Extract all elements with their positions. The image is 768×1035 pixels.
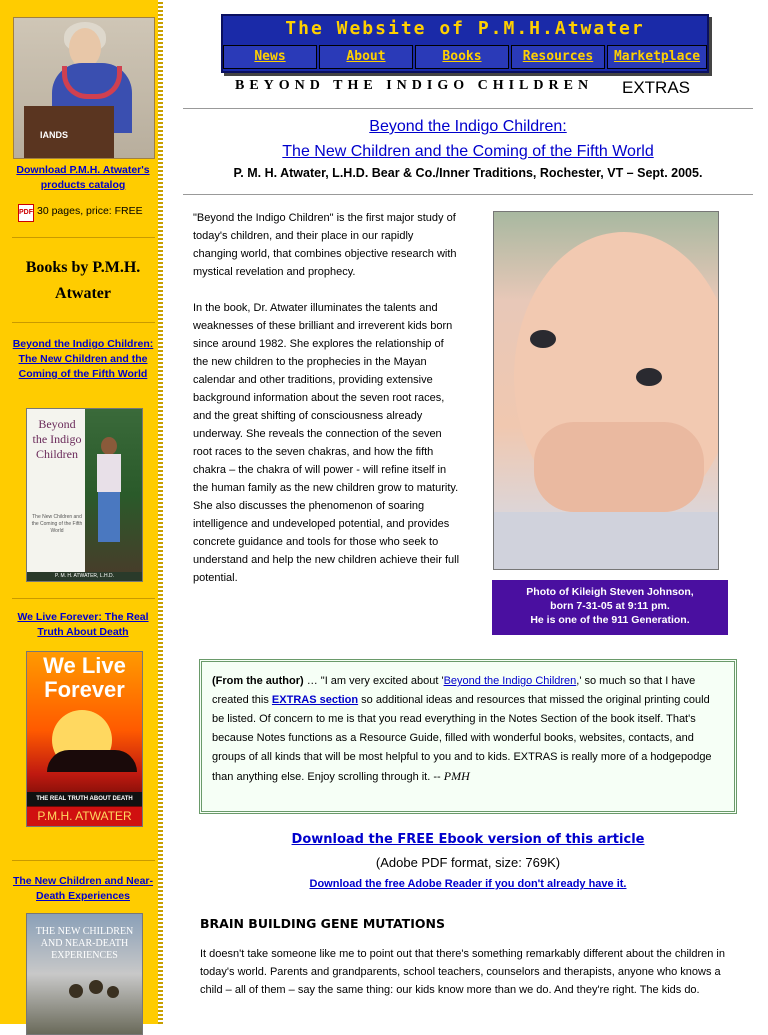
photo-caption [492,580,728,635]
download-ebook-link[interactable]: Download the FREE Ebook version of this article [291,832,645,847]
section-text: It doesn't take someone like me to point out that there's something remarkably different about the children in today's world. Parents and grandparents, school teachers, counselors and therapists, anyone who knows a child – all of them – say the same thing: our kids know more than we do. And they're right. The kids do. [200,948,725,996]
nav-news[interactable]: News [223,45,317,69]
cover-author: P. M. H. ATWATER, L.H.D. [27,572,142,581]
cover-subtitle: THE REAL TRUTH ABOUT DEATH [27,792,142,806]
book-cover-beyond-indigo[interactable] [26,408,143,582]
cover-figure [69,984,83,998]
cover-photo-girl [85,409,142,581]
podium [24,106,114,158]
baby-hand [534,422,704,512]
author-note-extras-link[interactable]: EXTRAS section [271,694,359,706]
book-cover-new-children-nde[interactable] [26,913,143,1035]
extras-label: EXTRAS [622,78,691,97]
divider [183,194,753,195]
cover-title: We Live Forever [43,653,126,702]
banner-title: The Website of P.M.H.Atwater [285,18,645,39]
author-note-lead: (From the author) [212,675,304,687]
caption-line: Photo of Kileigh Steven Johnson, [526,586,694,598]
cover-title: THE NEW CHILDREN AND NEAR-DEATH EXPERIENCES [35,926,134,961]
nav-resources[interactable]: Resources [511,45,605,69]
author-signature: PMH [443,769,470,783]
page-subtitle: BEYOND THE INDIGO CHILDREN [235,78,594,93]
baby-blanket [494,512,718,570]
girl-head [101,437,117,455]
author-note-book-link[interactable]: Beyond the Indigo Children [443,675,577,687]
catalog-info: 30 pages, price: FREE [37,205,143,217]
catalog-link[interactable]: Download P.M.H. Atwater's products catalog [16,164,150,191]
book-cover-we-live-forever[interactable] [26,651,143,827]
book-link-new-children-nde[interactable]: The New Children and Near-Death Experiences [12,875,154,902]
author-note-text: … "I am very excited about ' [303,675,444,687]
cover-rock [47,750,137,772]
sidebar-divider [12,237,155,238]
speaker-photo [13,17,155,159]
cover-author: P.M.H. ATWATER [27,807,142,826]
sidebar-divider [12,860,155,861]
cover-title: Beyond the Indigo Children [32,417,82,461]
book-link-we-live-forever[interactable]: We Live Forever: The Real Truth About Death [17,611,149,638]
download-format: (Adobe PDF format, size: 769K) [375,855,561,870]
cover-figure [89,980,103,994]
section-heading: BRAIN BUILDING GENE MUTATIONS [200,916,445,931]
nav-books[interactable]: Books [415,45,509,69]
baby-eye [530,330,556,348]
author-note-text: so additional ideas and resources that missed the original printing could be listed. Of concern to me is that you read everything in the Notes Section of the book itself. That's because Notes functions as a Resource Guide, filled with wonderful books, websites, contacts, and groups of all kinds that will be most helpful to you and to kids. EXTRAS is really more of a hodgepodge than anything else. Enjoy scrolling through it. -- [212,694,712,783]
sidebar [0,0,163,1024]
site-banner [221,14,709,73]
sidebar-stripe [158,0,163,1024]
speaker-head [69,28,101,68]
caption-line: He is one of the 911 Generation. [530,614,690,626]
article-byline: P. M. H. Atwater, L.H.D. Bear & Co./Inner Traditions, Rochester, VT – Sept. 2005. [233,166,703,180]
divider [183,108,753,109]
caption-line: born 7-31-05 at 9:11 pm. [550,600,670,612]
podium-logo: IANDS [40,130,69,140]
author-note-box [199,659,737,814]
pdf-icon: PDF [18,204,34,222]
nav-marketplace[interactable]: Marketplace [607,45,707,69]
cover-figure [107,986,119,998]
sidebar-divider [12,322,155,323]
books-by-heading: Books by P.M.H. Atwater [25,259,141,302]
book-link-beyond-indigo[interactable]: Beyond the Indigo Children: The New Children and the Coming of the Fifth World [12,338,154,380]
article-title-line1[interactable]: Beyond the Indigo Children: [369,118,567,135]
girl-jeans [98,492,120,542]
cover-subtitle: The New Children and the Coming of the Fifth World [31,514,83,534]
girl-shirt [97,454,121,492]
nav-about[interactable]: About [319,45,413,69]
baby-eye [636,368,662,386]
author-note-text: ,' so much so that I have created this [212,675,696,706]
baby-photo [493,211,719,570]
intro-text [193,209,461,605]
article-title-line2[interactable]: The New Children and the Coming of the Fifth World [282,143,654,160]
download-reader-link[interactable]: Download the free Adobe Reader if you don't already have it. [309,878,627,890]
intro-paragraph: "Beyond the Indigo Children" is the first major study of today's children, and their place in our rapidly changing world, that combines objective research with mystical revelation and prophecy. [193,212,457,278]
intro-paragraph: In the book, Dr. Atwater illuminates the talents and weaknesses of these brilliant and irreverent kids born since around 1982. She explores the relationship of the new children to the prophecies in the Mayan calendar and other traditions, providing extensive background information about the seven root races, and the great shifting of consciousness already underway. She reveals the connection of the seven root races to the seven chakras, and how the fifth chakra – the chakra of will power - will refine itself in the human family as the new children grow to maturity. She also discusses the phenomenon of soaring intelligence and undeveloped potential, and provides concrete guidance and tools for those who seek to understand and help the new children achieve their full potential. [193,302,460,584]
sidebar-divider [12,598,155,599]
